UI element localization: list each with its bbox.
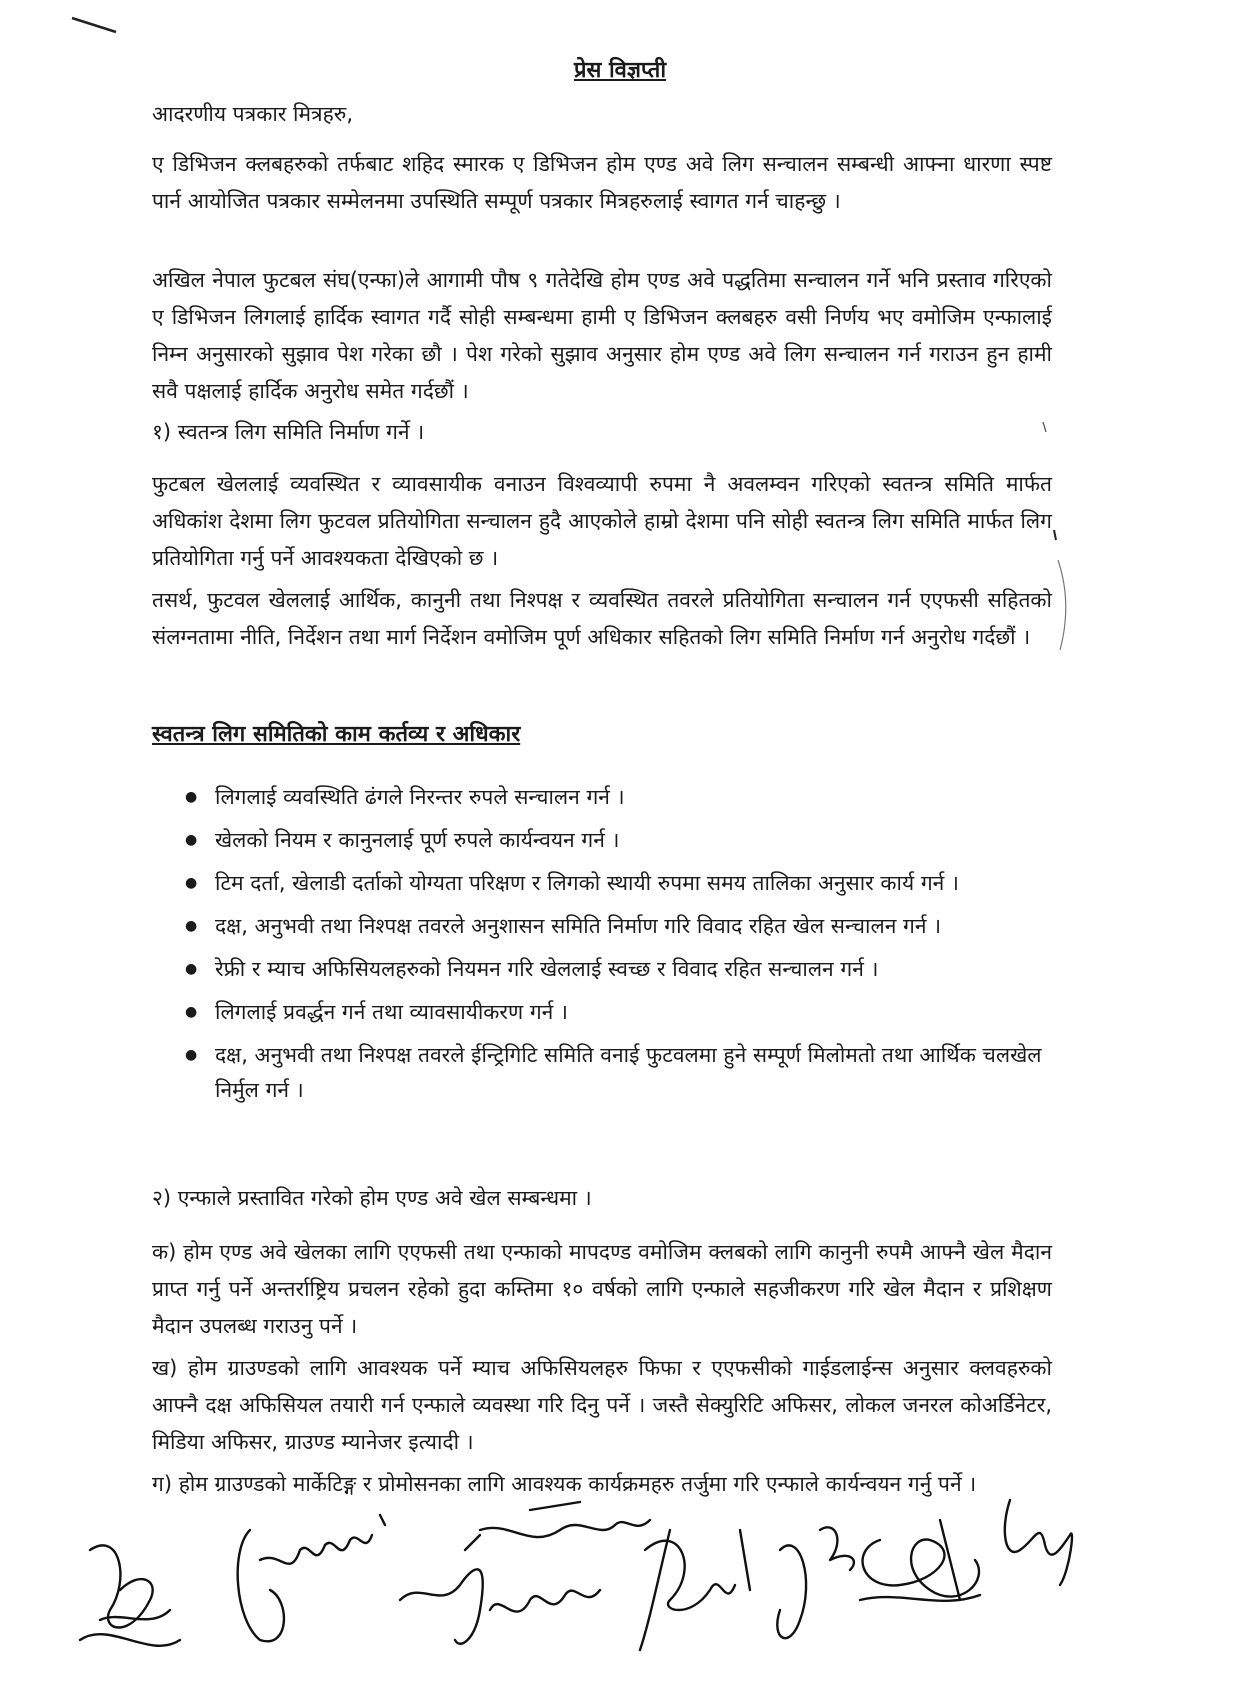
point-1: १) स्वतन्त्र लिग समिति निर्माण गर्ने ।	[152, 420, 425, 444]
point-2: २) एन्फाले प्रस्तावित गरेको होम एण्ड अवे खेल सम्बन्धमा ।	[152, 1186, 592, 1210]
signature-6	[777, 1527, 854, 1638]
list-item: ● टिम दर्ता, खेलाडी दर्ताको योग्यता परिक्षण र लिगको स्थायी रुपमा समय तालिका अनुसार कार्य गर्न ।	[185, 866, 1060, 901]
paragraph-ga: ग) होम ग्राउण्डको मार्केटिङ्ग र प्रोमोसनका लागि आवश्यक कार्यक्रमहरु तर्जुमा गरि एन्फाले कार्यन्वयन गर्नु पर्ने ।	[152, 1472, 977, 1496]
paragraph-ka: क) होम एण्ड अवे खेलका लागि एएफसी तथा एन्फाको मापदण्ड वमोजिम क्लबको लागि कानुनी रुपमै आफ्नै खेल मैदान प्राप्त गर्नु पर्ने अन्तर्राष्ट्रिय प्रचलन रहेको हुदा कम्तिमा १० वर्षको लागि एन्फाले सहजीकरण गरि खेल मैदान र प्रशिक्षण मैदान उपलब्ध गराउनु पर्ने ।	[152, 1240, 1052, 1338]
signature-1	[80, 1545, 180, 1645]
duties-list	[185, 780, 1060, 1116]
scan-mark-top-left	[70, 14, 120, 36]
list-item: ● लिगलाई प्रवर्द्धन गर्न तथा व्यावसायीकरण गर्न ।	[185, 995, 1060, 1030]
signature-8	[1005, 1500, 1072, 1585]
signature-2	[238, 1515, 385, 1641]
page-title: प्रेस विज्ञप्ती	[573, 58, 667, 83]
signature-5	[640, 1530, 750, 1650]
list-item: ● खेलको नियम र कानुनलाई पूर्ण रुपले कार्यन्वयन गर्न ।	[185, 823, 1060, 858]
section-heading: स्वतन्त्र लिग समितिको काम कर्तव्य र अधिकार	[152, 722, 521, 747]
paragraph-therefore: तसर्थ, फुटवल खेललाई आर्थिक, कानुनी तथा निश्पक्ष र व्यवस्थित तवरले प्रतियोगिता सन्चालन गर्न एएफसी सहितको संलग्नतामा नीति, निर्देशन तथा मार्ग निर्देशन वमोजिम पूर्ण अधिकार सहितको लिग समिति निर्माण गर्न अनुरोध गर्दछौं ।	[152, 588, 1052, 649]
list-item: ● लिगलाई व्यवस्थिति ढंगले निरन्तर रुपले सन्चालन गर्न ।	[185, 780, 1060, 815]
signature-3	[400, 1535, 483, 1644]
signature-4	[480, 1502, 650, 1612]
paragraph-intro: ए डिभिजन क्लबहरुको तर्फबाट शहिद स्मारक ए डिभिजन होम एण्ड अवे लिग सन्चालन सम्बन्धी आफ्ना धारणा स्पष्ट पार्न आयोजित पत्रकार सम्मेलनमा उपस्थिति सम्पूर्ण पत्रकार मित्रहरुलाई स्वागत गर्न चाहन्छु ।	[152, 152, 1052, 213]
list-item: ● दक्ष, अनुभवी तथा निश्पक्ष तवरले अनुशासन समिति निर्माण गरि विवाद रहित खेल सन्चालन गर्न ।	[185, 909, 1060, 944]
paragraph-league-committee: फुटबल खेललाई व्यवस्थित र व्यावसायीक वनाउन विश्वव्यापी रुपमा नै अवलम्वन गरिएको स्वतन्त्र समिति मार्फत अधिकांश देशमा लिग फुटवल प्रतियोगिता सन्चालन हुदै आएकोले हाम्रो देशमा पनि सोही स्वतन्त्र लिग समिति मार्फत लिग प्रतियोगिता गर्नु पर्ने आवश्यकता देखिएको छ ।	[152, 472, 1052, 570]
salutation: आदरणीय पत्रकार मित्रहरु,	[152, 102, 354, 126]
paragraph-kha: ख) होम ग्राउण्डको लागि आवश्यक पर्ने म्याच अफिसियलहरु फिफा र एएफसीको गाईडलाईन्स अनुसार क्लवहरुको आफ्नै दक्ष अफिसियल तयारी गर्न एन्फाले व्यवस्था गरि दिनु पर्ने । जस्तै सेक्युरिटि अफिसर, लोकल जनरल कोअर्डिनेटर, मिडिया अफिसर, ग्राउण्ड म्यानेजर इत्यादी ।	[152, 1356, 1052, 1454]
list-item: ● रेफ्री र म्याच अफिसियलहरुको नियमन गरि खेललाई स्वच्छ र विवाद रहित सन्चालन गर्न ।	[185, 952, 1060, 987]
signature-7	[860, 1520, 980, 1601]
list-item: ● दक्ष, अनुभवी तथा निश्पक्ष तवरले ईन्ट्रिगिटि समिति वनाई फुटवलमा हुने सम्पूर्ण मिलोमतो तथा आर्थिक चलखेल निर्मुल गर्न ।	[185, 1038, 1060, 1108]
paragraph-proposal: अखिल नेपाल फुटबल संघ(एन्फा)ले आगामी पौष ९ गतेदेखि होम एण्ड अवे पद्धतिमा सन्चालन गर्ने भनि प्रस्ताव गरिएको ए डिभिजन लिगलाई हार्दिक स्वागत गर्दै सोही सम्बन्धमा हामी ए डिभिजन क्लबहरु वसी निर्णय भए वमोजिम एन्फालाई निम्न अनुसारको सुझाव पेश गरेका छौ । पेश गरेको सुझाव अनुसार होम एण्ड अवे लिग सन्चालन गर्न गराउन हुन हामी सवै पक्षलाई हार्दिक अनुरोध समेत गर्दछौं ।	[152, 268, 1052, 403]
signatures	[60, 1490, 1160, 1670]
